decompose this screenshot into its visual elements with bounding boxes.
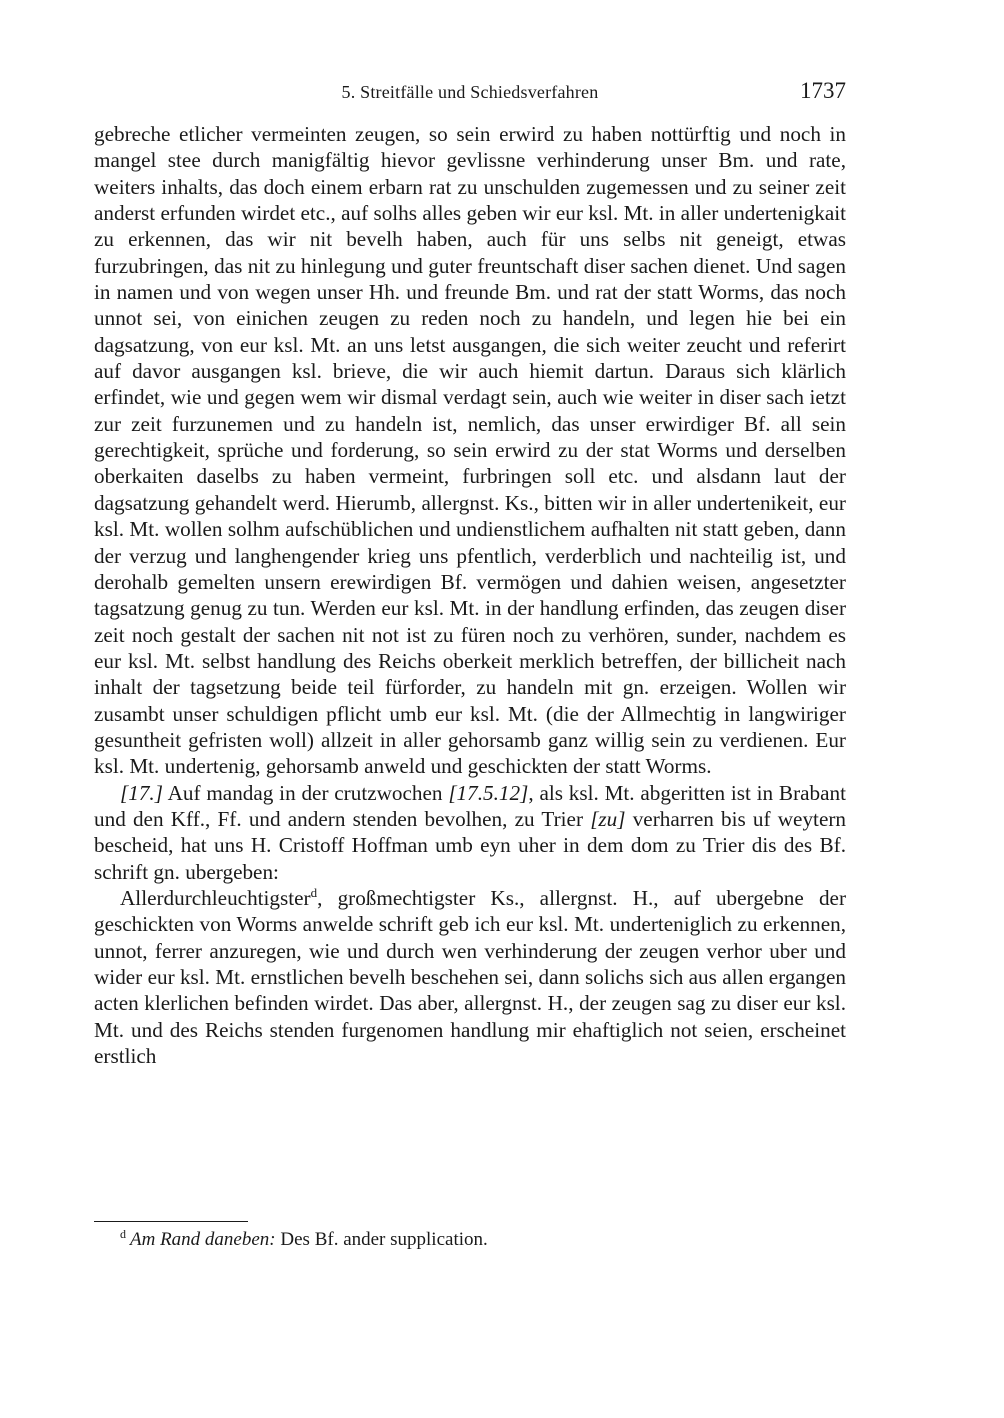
page-number: 1737 <box>800 78 846 103</box>
paragraph-text: Allerdurchleuchtigster <box>120 885 311 910</box>
footnote-reference[interactable]: d <box>310 884 318 900</box>
editorial-entry-number: [17.] <box>120 780 163 805</box>
paragraph-text: Auf mandag in der crutzwochen <box>162 780 449 805</box>
paragraph-entry-17 <box>94 780 846 885</box>
running-title: 5. Streitfälle und Schiedsverfahren <box>341 82 599 102</box>
footnote-editorial-note: Am Rand daneben: <box>130 1229 276 1250</box>
footnote-divider <box>94 1221 248 1222</box>
main-text <box>94 121 846 1069</box>
footnote-text: Des Bf. ander supplication. <box>275 1229 488 1250</box>
paragraph-supplication <box>94 885 846 1069</box>
footnote <box>120 1228 846 1252</box>
paragraph-text: , großmechtigster Ks., allergnst. H., auf ubergebne der geschickten von Worms anwelde schrift geb ich eur ksl. Mt. underteniglich zu erkennen, unnot, ferrer anzuregen, wie und durch wen verhinderung der zeugen verhor uber und wider eur ksl. Mt. ernstlichen bevelh beschehen sei, dann solichs sich aus allen ergangen acten klerlichen befinden wirdet. Das aber, allergnst. H., der zeugen sag zu diser eur ksl. Mt. und des Reichs stenden furgenomen handlung mir ehaftiglich not seien, erscheinet erstlich <box>94 885 846 1069</box>
editorial-date: [17.5.12] <box>448 780 529 805</box>
paragraph-continued: gebreche etlicher vermeinten zeugen, so sein erwird zu haben nottürftig und noch in mangel stee durch manigfältig hievor gevlissne verhinderung unser Bm. und rate, weiters inhalts, das doch einem erbarn rat zu unschulden zugemessen und zu seiner zeit anderst erfunden wirdet etc., auf solhs alles geben wir eur ksl. Mt. in aller undertenigkait zu erkennen, das wir nit bevelh haben, auch für uns selbs nit geneigt, etwas furzubringen, das nit zu hinlegung und guter freuntschaft diser sachen dienet. Und sagen in namen und von wegen unser Hh. und freunde Bm. und rat der statt Worms, das noch unnot sei, von einichen zeugen zu reden noch zu handeln, und legen hie bei ein dagsatzung, von eur ksl. Mt. an uns letst ausgangen, die sich weiter zeucht und referirt auf davor ausgangen ksl. brieve, die wir auch hiemit dartun. Daraus sich klärlich erfindet, wie und gegen wem wir dismal verdagt sein, auch wie weiter in diser sach ietzt zur zeit furzunemen und zu handeln ist, nemlich, das unser erwirdiger Bf. all sein gerechtigkeit, sprüche und forderung, so sein erwird zu der stat Worms und derselben oberkaiten daselbs zu haben vermeint, furbringen soll etc. und alsdann laut der dagsatzung gehandelt werd. Hierumb, allergnst. Ks., bitten wir in aller undertenikeit, eur ksl. Mt. wollen solhm aufschüblichen und undienstlichem aufhalten nit statt geben, dann der verzug und langhengender krieg uns pfentlich, verderblich und nachteilig ist, und derohalb gemelten unsern erewirdigen Bf. vermögen und dahien weisen, angesetzter tagsatzung genug zu tun. Werden eur ksl. Mt. in der handlung erfinden, das zeugen diser zeit noch gestalt der sachen nit not ist zu füren noch zu verhören, sunder, nachdem es eur ksl. Mt. selbst handlung des Reichs oberkeit merklich betreffen, der billicheit nach inhalt der tagsetzung beide teil fürforder, zu handeln mit gn. erzeigen. Wollen wir zusambt unser schuldigen pflicht umb eur ksl. Mt. (die der Allmechtig in langwiriger gesuntheit gefristen woll) allzeit in aller gehorsamb ganz willig sein zu verdienen. Eur ksl. Mt. undertenig, gehorsamb anweld und geschickten der statt Worms. <box>94 122 846 779</box>
paragraph-text: verharren bis uf weytern bescheid, hat uns H. Cristoff Hoffman umb eyn uher in dem dom zu Trier dis des Bf. schrift gn. ubergeben: <box>94 806 846 884</box>
running-head <box>94 78 846 108</box>
editorial-insertion: [zu] <box>590 806 626 831</box>
footnote-mark: d <box>120 1226 126 1241</box>
paragraph-text: , als ksl. Mt. abgeritten ist in Brabant und den Kff., Ff. und andern stenden bevolhen, zu Trier <box>94 780 847 831</box>
